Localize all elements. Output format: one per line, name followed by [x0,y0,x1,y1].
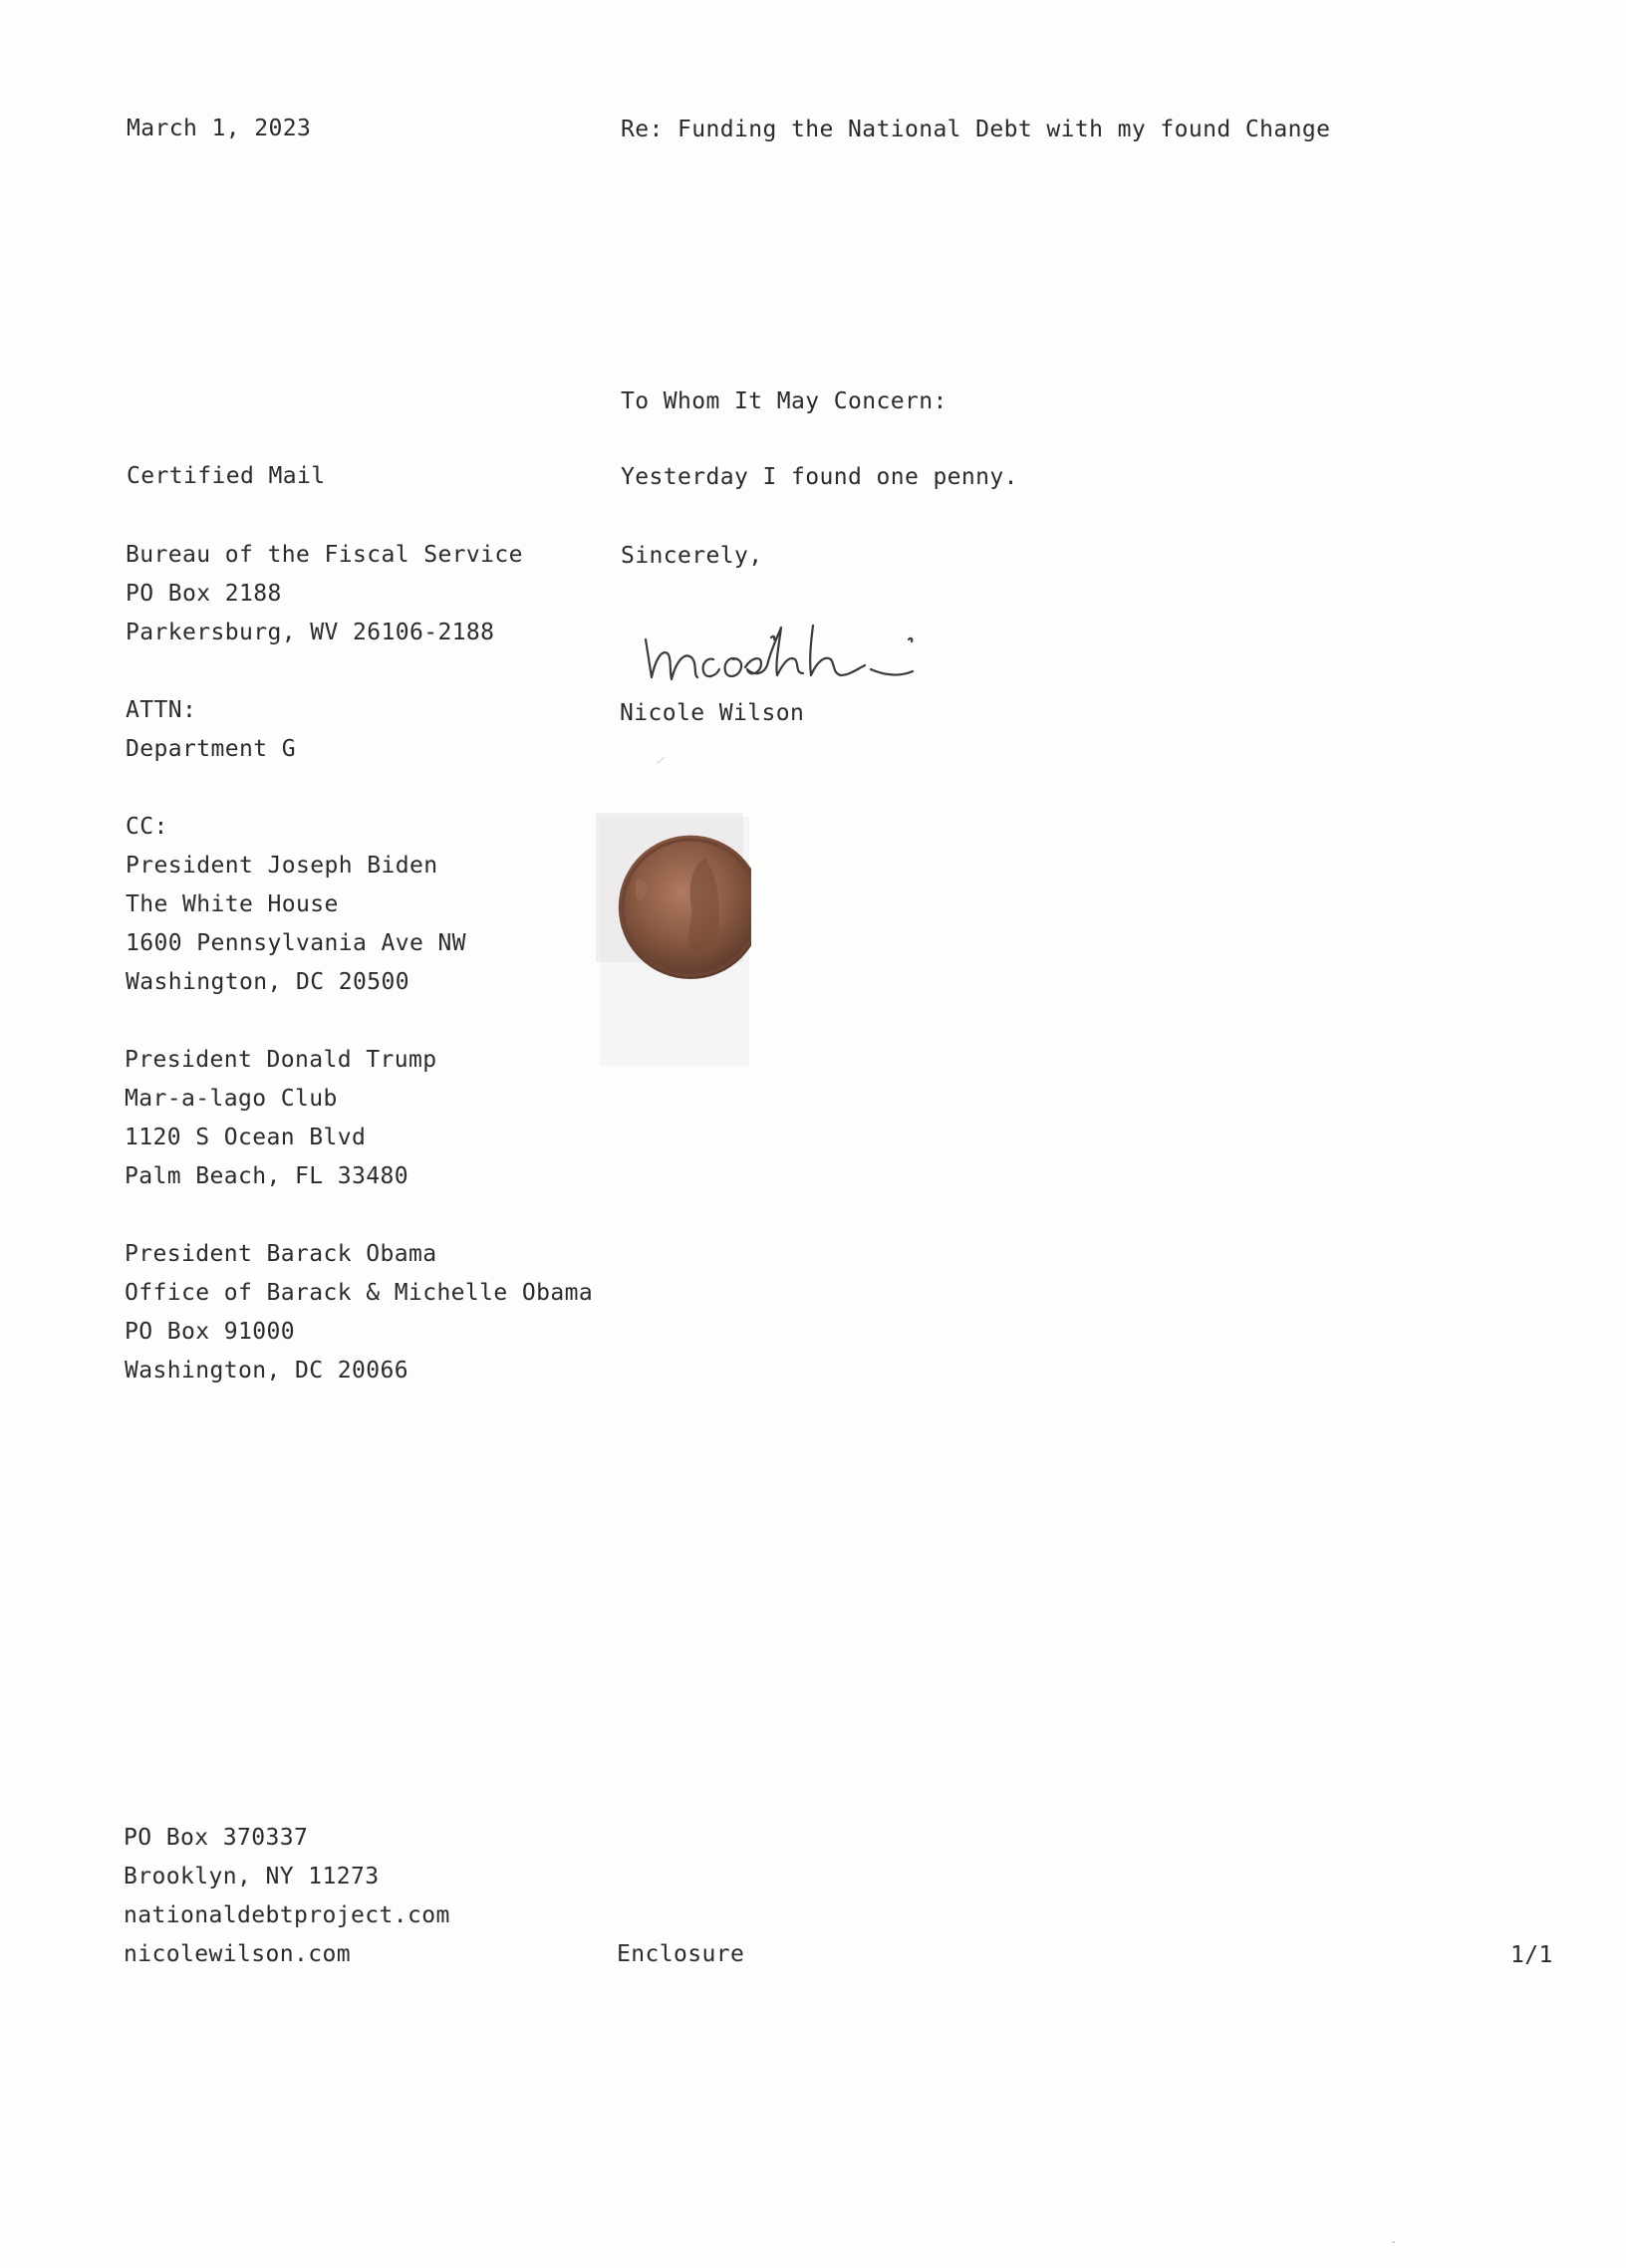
cc-line: President Joseph Biden [126,853,438,879]
page-number: 1/1 [1510,1942,1553,1968]
cc-line: Palm Beach, FL 33480 [125,1163,408,1189]
penny-image [596,809,751,1078]
sender-line: nicolewilson.com [124,1941,351,1967]
scan-speck [657,757,665,764]
cc-block [125,1041,436,1196]
recipient-line: Parkersburg, WV 26106-2188 [126,620,495,645]
sender-line: PO Box 370337 [124,1825,309,1851]
cc-line: Washington, DC 20066 [125,1358,408,1384]
delivery-method: Certified Mail [127,463,326,489]
recipient-line: Bureau of the Fiscal Service [126,542,523,568]
closing: Sincerely, [621,543,763,569]
letter-body: Yesterday I found one penny. [621,464,1018,490]
cc-label: CC: [126,814,168,840]
cc-block [125,1235,593,1390]
cc-line: The White House [126,891,339,917]
signature-image [638,598,956,697]
attn-value: Department G [126,736,296,762]
sender-address [124,1819,450,1974]
cc-line: Office of Barack & Michelle Obama [125,1280,594,1306]
sender-line: Brooklyn, NY 11273 [124,1864,380,1890]
scan-speck [1392,2241,1395,2243]
cc-line: 1120 S Ocean Blvd [125,1125,367,1150]
recipient-address [126,536,523,652]
attn-block [126,691,296,769]
recipient-line: PO Box 2188 [126,581,282,607]
sender-line: nationaldebtproject.com [124,1902,450,1928]
cc-line: Mar-a-lago Club [125,1086,338,1112]
cc-line: President Barack Obama [125,1241,437,1267]
salutation: To Whom It May Concern: [621,388,948,414]
letter-date: March 1, 2023 [127,116,312,141]
cc-line: Washington, DC 20500 [126,969,409,995]
enclosure-note: Enclosure [617,1941,745,1967]
letter-subject: Re: Funding the National Debt with my found Change [621,117,1331,142]
cc-line: 1600 Pennsylvania Ave NW [126,930,466,956]
cc-block [126,808,466,1002]
attn-label: ATTN: [126,697,197,723]
signature-name: Nicole Wilson [620,700,805,726]
cc-line: President Donald Trump [125,1047,437,1073]
cc-line: PO Box 91000 [125,1319,295,1345]
